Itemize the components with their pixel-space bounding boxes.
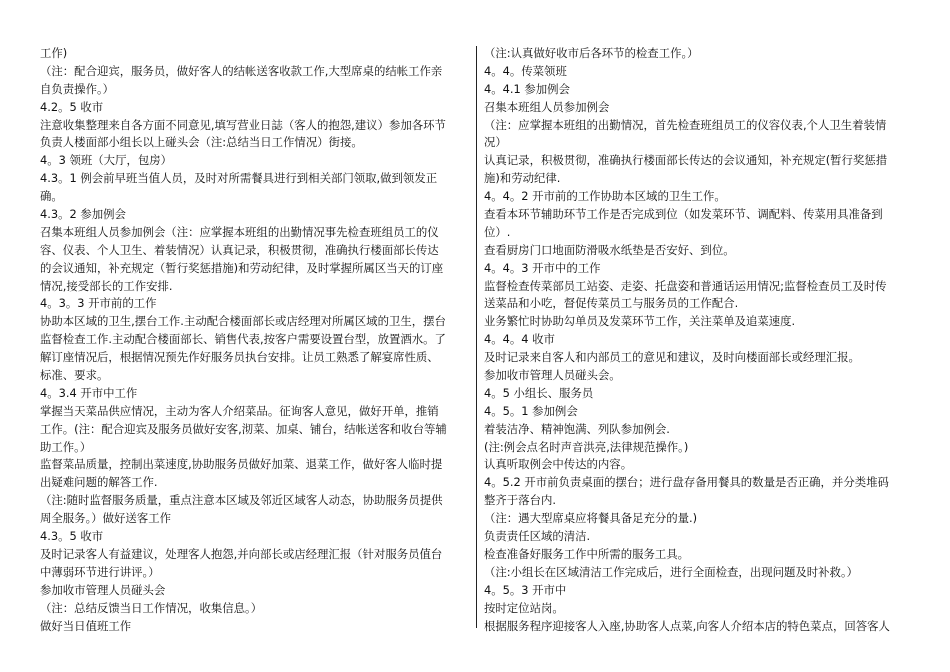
text-line: 及时记录客人有益建议，处理客人抱怨,并向部长或店经理汇报（针对服务员值台 [40, 546, 443, 561]
right-text-column [484, 45, 916, 635]
text-line: 自负责操作。） [40, 81, 115, 96]
text-line: （注：总结反馈当日工作情况，收集信息。） [40, 600, 263, 615]
text-line: 4.3。2 参加例会 [40, 207, 126, 222]
text-line: 根据服务程序迎接客人入座,协助客人点菜,向客人介绍本店的特色菜点，回答客人 [484, 618, 890, 633]
text-line: 查看本环节辅助环节工作是否完成到位（如发菜环节、调配料、传菜用具准备到 [484, 207, 883, 222]
text-line: 4。4.1 参加例会 [484, 81, 570, 96]
text-line: 做好当日值班工作 [40, 618, 132, 633]
text-line: 监督检查传菜部员工站姿、走姿、托盘姿和普通话运用情况;监督检查员工及时传 [484, 278, 887, 293]
text-line: 负责人楼面部小组长以上碰头会（注:总结当日工作情况）街接。 [40, 135, 363, 150]
text-line: 按时定位站岗。 [484, 600, 564, 615]
text-line: （注：应掌握本班组的出勤情况，首先检查班组员工的仪容仪表,个人卫生着装情 [484, 117, 887, 132]
text-line: 业务繁忙时协助勾单员及发菜环节工作，关注菜单及追菜速度. [484, 314, 796, 329]
text-line: 监督检查工作.主动配合楼面部长、销售代表,按客户需要设置台型，放置酒水。了 [40, 332, 446, 347]
text-line: 4。3.4 开市中工作 [40, 385, 138, 400]
text-line: 4。4。传菜领班 [484, 63, 567, 78]
text-line: 助工作。） [40, 439, 92, 454]
text-line: 4。4。3 开市中的工作 [484, 260, 601, 275]
text-line: 工作) [40, 46, 68, 60]
text-line: （注：配合迎宾，服务员，做好客人的结帐送客收款工作,大型席桌的结帐工作亲 [40, 63, 443, 78]
text-line: 整齐于落台内. [484, 493, 556, 508]
text-line: 确。 [40, 189, 63, 204]
text-line: 着装洁净、精神饱满、列队参加例会. [484, 421, 670, 436]
text-line: 召集本班组人员参加例会 [484, 99, 610, 114]
text-line: (注:例会点名时声音洪亮,法律规范操作。) [484, 439, 689, 454]
text-line: 4。5.2 开市前负责桌面的摆台；进行盘存备用餐具的数量是否正确，并分类堆码 [484, 475, 889, 490]
text-line: 4.3。1 例会前早班当值人员，及时对所需餐具进行到相关部门领取,做到领发正 [40, 171, 438, 186]
text-line: 况） [484, 135, 507, 150]
column-divider [476, 46, 477, 628]
text-line: （注:随时监督服务质量，重点注意本区域及邻近区域客人动态，协助服务员提供 [40, 493, 443, 508]
text-line: 出疑难问题的解答工作. [40, 475, 158, 490]
text-line: 工作。(注：配合迎宾及服务员做好安客,沏菜、加桌、铺台，结帐送客和收台等辅 [40, 421, 447, 436]
text-line: （注：遇大型席桌应将餐具备足充分的量.) [484, 511, 698, 526]
text-line: 检查准备好服务工作中所需的服务工具。 [484, 546, 690, 561]
text-line: 掌握当天菜品供应情况，主动为客人介绍菜品。征询客人意见，做好开单，推销 [40, 403, 439, 418]
text-line: 参加收市管理人员碰头会。 [484, 368, 621, 383]
text-line: 4。4。2 开市前的工作协助本区域的卫生工作。 [484, 189, 726, 204]
text-line: 位）. [484, 224, 511, 239]
text-line: 4。5 小组长、服务员 [484, 385, 594, 400]
text-line: 容、仪表、个人卫生、着装情况）认真记录，积极贯彻，准确执行楼面部长传达 [40, 242, 439, 257]
text-line: 参加收市管理人员碰头会 [40, 582, 166, 597]
text-line: （注:小组长在区域清洁工作完成后，进行全面检查，出现问题及时补救。） [484, 564, 859, 579]
text-line: 施)和劳动纪律. [484, 171, 561, 186]
text-line: 解订座情况后，根据情况预先作好服务员执台安排。让员工熟悉了解宴席性质、 [40, 350, 439, 365]
text-line: 认真听取例会中传达的内容。 [484, 457, 633, 472]
text-line: 负责责任区域的清洁. [484, 529, 591, 544]
text-line: 及时记录来自客人和内部员工的意见和建议，及时向楼面部长或经理汇报。 [484, 350, 860, 365]
text-line: 注意收集整理来自各方面不同意见,填写营业日誌（客人的抱怨,建议）参加各环节 [40, 117, 446, 132]
text-line: 周全服务。）做好送客工作 [40, 511, 171, 526]
text-line: 送菜品和小吃，督促传菜员工与服务员的工作配合. [484, 296, 739, 311]
text-line: 4.3。5 收市 [40, 529, 104, 544]
text-line: 标准、要求。 [40, 368, 109, 383]
left-text-column [40, 45, 472, 635]
text-line: 4。5。3 开市中 [484, 582, 567, 597]
text-line: （注:认真做好收市后各环节的检查工作。） [484, 46, 699, 60]
text-line: 4。3。3 开市前的工作 [40, 296, 157, 311]
text-line: 情况,接受部长的工作安排. [40, 278, 173, 293]
text-line: 4。5。1 参加例会 [484, 403, 578, 418]
text-line: 4.2。5 收市 [40, 99, 104, 114]
text-line: 认真记录，积极贯彻，准确执行楼面部长传达的会议通知，补充规定(暂行奖惩措 [484, 153, 888, 168]
text-line: 的会议通知，补充规定（暂行奖惩措施)和劳动纪律，及时掌握所属区当天的订座 [40, 260, 444, 275]
text-line: 查看厨房门口地面防滑吸水纸垫是否安好、到位。 [484, 242, 735, 257]
text-line: 召集本班组人员参加例会（注：应掌握本班组的出勤情况事先检查班组员工的仪 [40, 224, 439, 239]
text-line: 监督菜品质量，控制出菜速度,协助服务员做好加菜、退菜工作，做好客人临时提 [40, 457, 443, 472]
text-line: 4。3 领班（大厅，包房） [40, 153, 173, 168]
text-line: 中薄弱环节进行讲评。） [40, 564, 160, 579]
text-line: 协助本区域的卫生,摆台工作.主动配合楼面部长或店经理对所属区域的卫生，摆台 [40, 314, 446, 329]
text-line: 4。4。4 收市 [484, 332, 555, 347]
